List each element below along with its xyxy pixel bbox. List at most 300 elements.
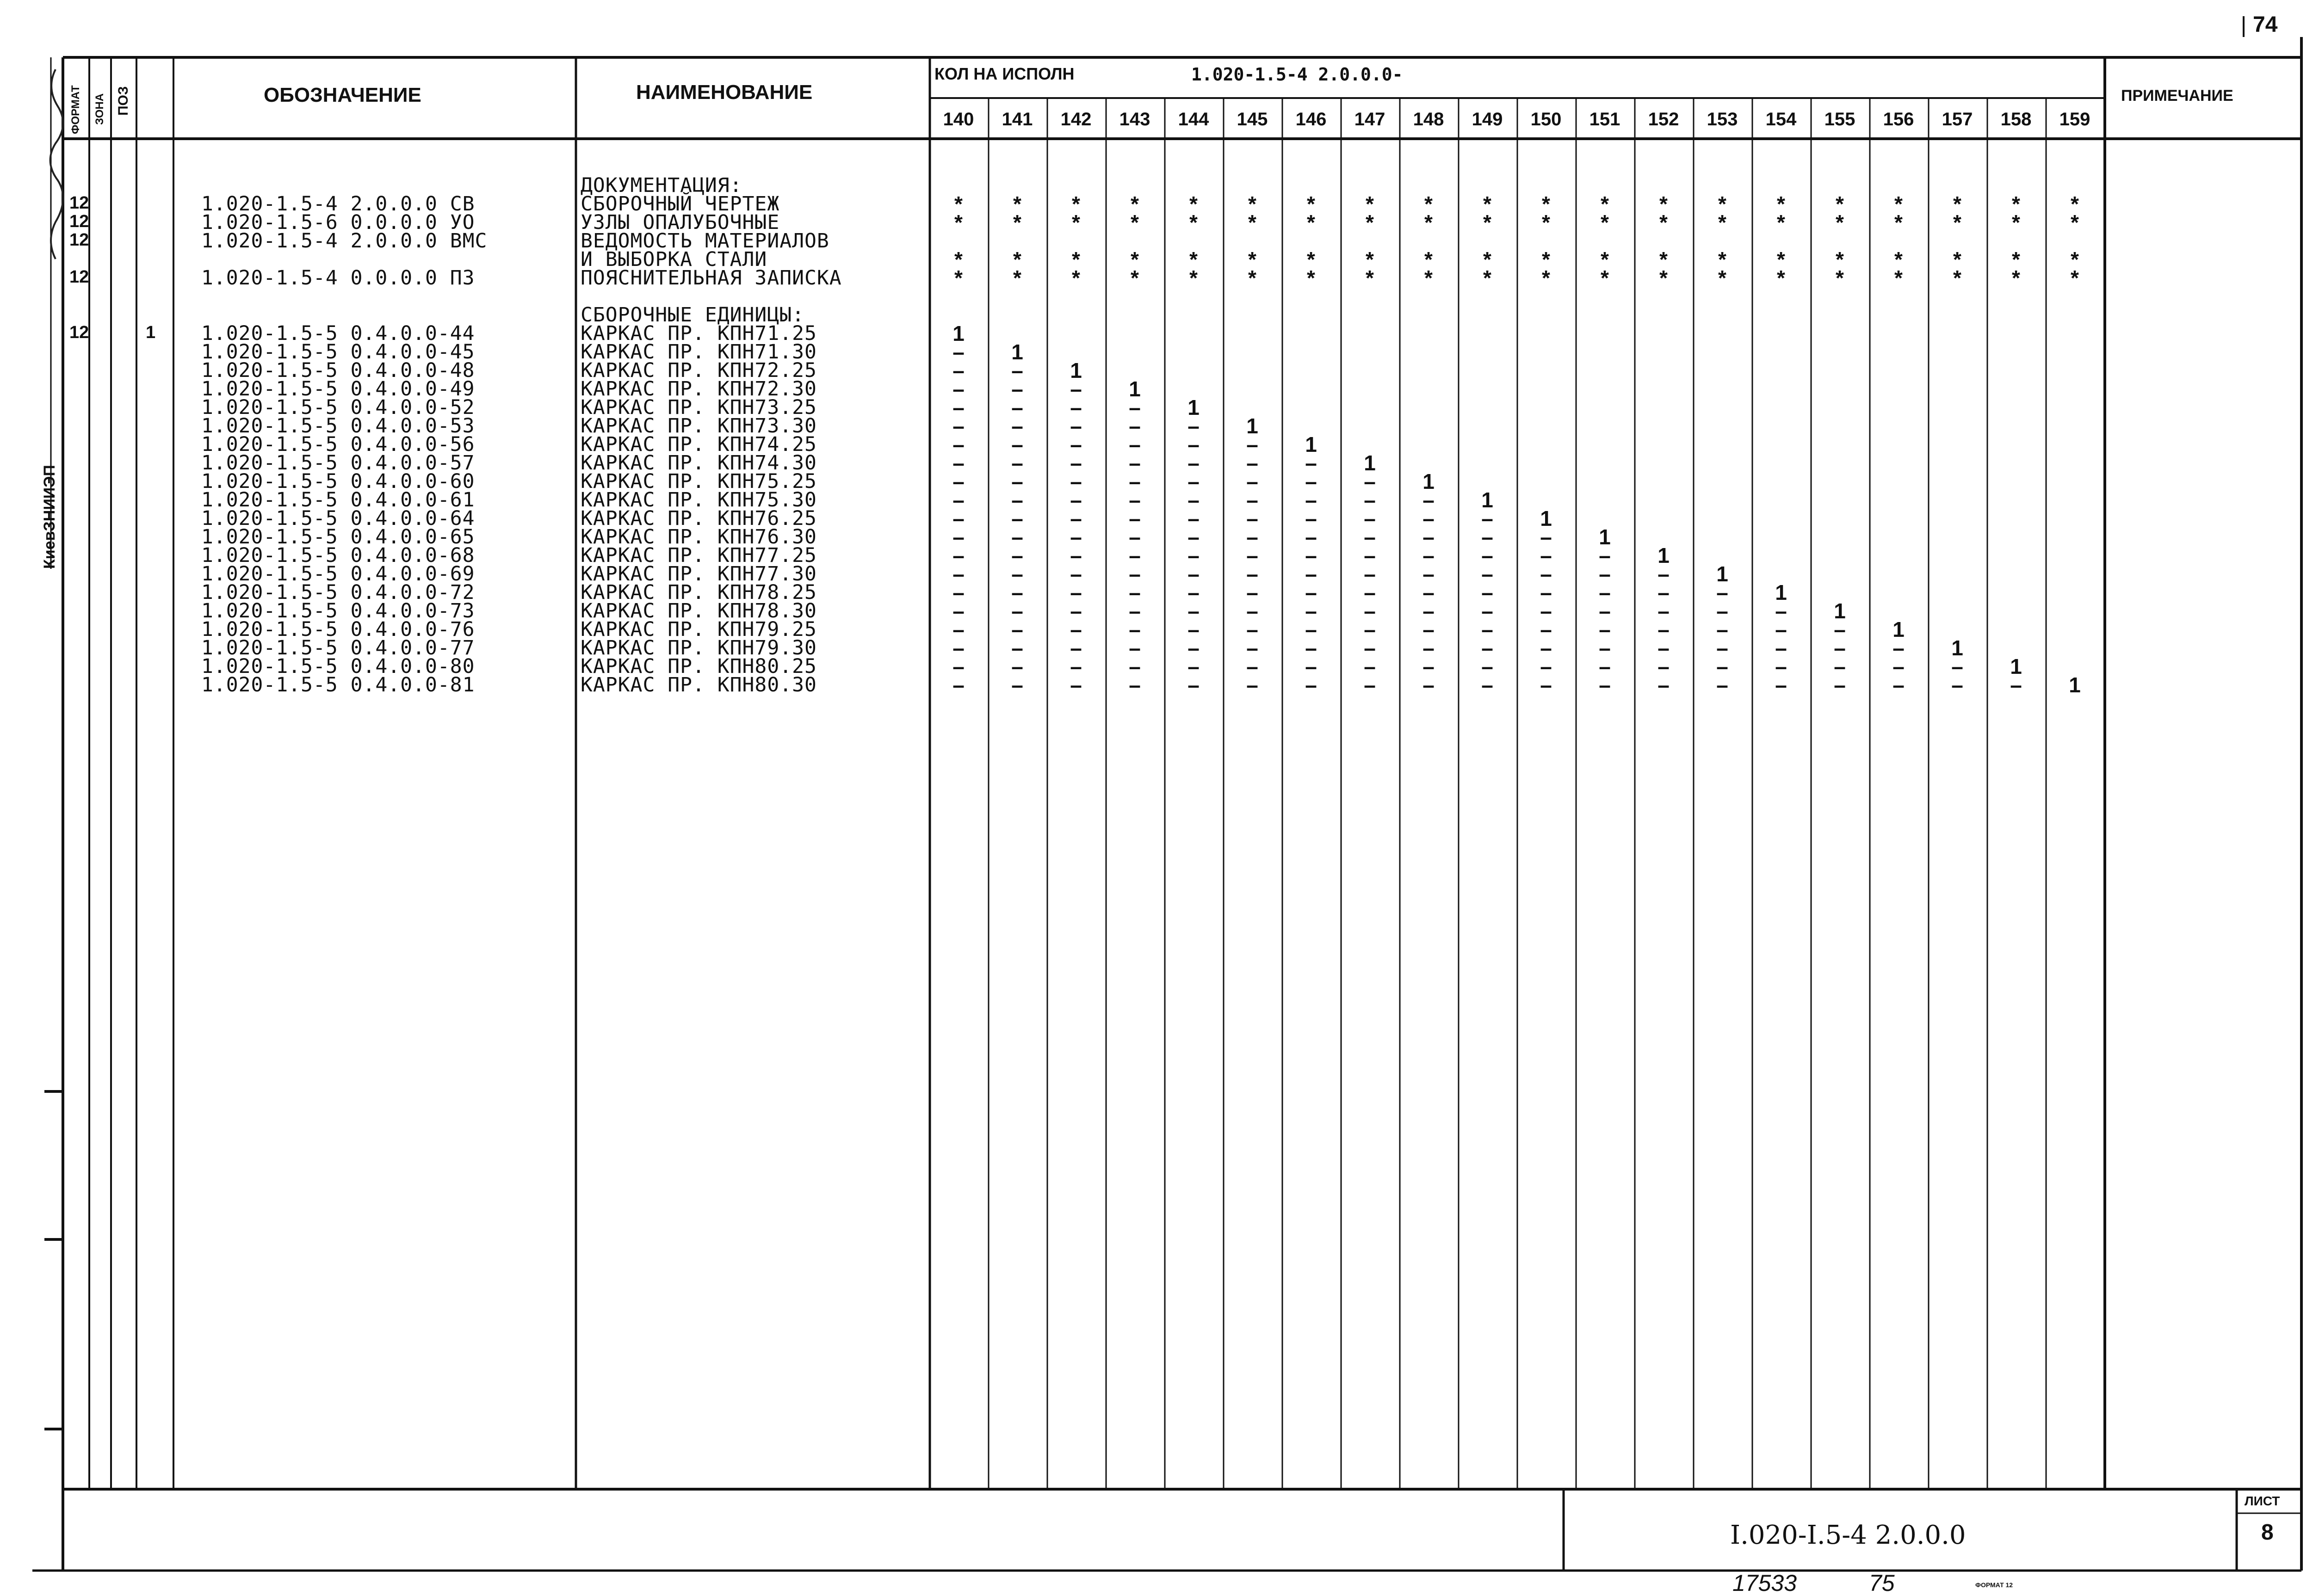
qty-cell: *: [1777, 192, 1785, 216]
qty-cell: –: [1422, 617, 1435, 641]
qty-cell: *: [1777, 266, 1785, 290]
qty-column-header: 159: [2059, 109, 2090, 129]
qty-cell: –: [1305, 636, 1317, 660]
qty-cell: –: [952, 358, 965, 382]
qty-cell: –: [1540, 580, 1552, 604]
qty-cell: –: [952, 469, 965, 493]
designation-cell: 1.020-1.5-5 0.4.0.0-80: [201, 655, 475, 678]
qty-cell: –: [1775, 654, 1787, 678]
qty-cell: –: [1599, 617, 1611, 641]
qty-cell: *: [1424, 210, 1433, 234]
qty-cell: *: [1542, 192, 1550, 216]
qty-cell: *: [1542, 247, 1550, 271]
qty-cell: –: [1246, 562, 1258, 586]
name-cell: КАРКАС ПР. КПН73.30: [581, 414, 817, 438]
designation-cell: 1.020-1.5-5 0.4.0.0-61: [201, 488, 475, 511]
side-stamp: КиевЗНИИЭП: [41, 465, 58, 569]
qty-cell: –: [1246, 636, 1258, 660]
format-cell: 12: [69, 230, 89, 250]
designation-cell: 1.020-1.5-5 0.4.0.0-77: [201, 636, 475, 659]
qty-cell: –: [1070, 525, 1082, 549]
header-note: ПРИМЕЧАНИЕ: [2121, 87, 2233, 105]
designation-cell: 1.020-1.5-5 0.4.0.0-68: [201, 544, 475, 567]
qty-cell: *: [1777, 247, 1785, 271]
qty-cell: *: [1483, 192, 1491, 216]
qty-cell: –: [1716, 673, 1728, 697]
designation-cell: 1.020-1.5-4 0.0.0.0 ПЗ: [201, 266, 475, 290]
qty-cell: *: [1307, 210, 1315, 234]
qty-cell: –: [1129, 562, 1141, 586]
qty-cell: –: [1422, 599, 1435, 623]
qty-cell: –: [1305, 673, 1317, 697]
qty-cell: *: [1542, 266, 1550, 290]
qty-cell: *: [1013, 266, 1021, 290]
qty-column-header: 150: [1530, 109, 1562, 129]
qty-column-header: 148: [1413, 109, 1444, 129]
qty-cell: –: [1187, 580, 1200, 604]
qty-cell: *: [1366, 210, 1374, 234]
qty-cell: –: [1070, 377, 1082, 401]
qty-cell: –: [1129, 395, 1141, 419]
name-cell: КАРКАС ПР. КПН74.30: [581, 451, 817, 474]
qty-cell: *: [1072, 192, 1080, 216]
qty-cell: –: [1246, 599, 1258, 623]
qty-cell: –: [1070, 617, 1082, 641]
qty-cell: 1: [2010, 654, 2022, 678]
header-zone: ЗОНА: [93, 93, 106, 125]
qty-cell: –: [952, 673, 965, 697]
qty-cell: –: [1246, 654, 1258, 678]
qty-cell: –: [1364, 654, 1376, 678]
qty-cell: –: [952, 395, 965, 419]
qty-cell: –: [1011, 377, 1023, 401]
qty-cell: –: [1481, 654, 1493, 678]
qty-cell: 1: [1951, 636, 1963, 660]
qty-cell: –: [1187, 469, 1200, 493]
qty-cell: –: [1540, 543, 1552, 567]
qty-column-header: 155: [1824, 109, 1855, 129]
qty-cell: –: [1599, 654, 1611, 678]
qty-cell: –: [1305, 580, 1317, 604]
designation-cell: 1.020-1.5-5 0.4.0.0-56: [201, 433, 475, 456]
qty-cell: –: [1657, 599, 1670, 623]
qty-cell: –: [1011, 451, 1023, 475]
qty-cell: *: [1131, 210, 1139, 234]
qty-cell: *: [1953, 192, 1961, 216]
qty-cell: *: [1131, 192, 1139, 216]
qty-cell: *: [1189, 192, 1198, 216]
qty-cell: *: [1601, 210, 1609, 234]
qty-column-header: 141: [1002, 109, 1033, 129]
qty-cell: –: [1540, 673, 1552, 697]
qty-cell: –: [1599, 599, 1611, 623]
qty-cell: *: [954, 192, 963, 216]
qty-cell: –: [1011, 488, 1023, 512]
designation-cell: 1.020-1.5-5 0.4.0.0-52: [201, 396, 475, 419]
qty-cell: *: [1189, 210, 1198, 234]
qty-cell: –: [1187, 636, 1200, 660]
qty-cell: –: [1540, 599, 1552, 623]
qty-cell: *: [1836, 210, 1844, 234]
qty-cell: –: [1540, 617, 1552, 641]
qty-cell: –: [1070, 562, 1082, 586]
qty-cell: –: [1364, 599, 1376, 623]
qty-cell: –: [1129, 488, 1141, 512]
qty-cell: 1: [1657, 543, 1670, 567]
designation-cell: 1.020-1.5-5 0.4.0.0-49: [201, 377, 475, 401]
qty-cell: 1: [1070, 358, 1082, 382]
qty-cell: *: [1189, 247, 1198, 271]
qty-cell: *: [1424, 266, 1433, 290]
qty-column-header: 144: [1178, 109, 1209, 129]
qty-cell: 1: [1481, 488, 1493, 512]
qty-cell: –: [1011, 395, 1023, 419]
qty-cell: *: [1953, 266, 1961, 290]
qty-cell: –: [1305, 543, 1317, 567]
qty-cell: *: [1013, 247, 1021, 271]
qty-cell: –: [1364, 469, 1376, 493]
qty-cell: –: [1246, 543, 1258, 567]
qty-cell: –: [952, 414, 965, 438]
qty-cell: *: [2071, 210, 2079, 234]
qty-cell: –: [1011, 636, 1023, 660]
name-cell: КАРКАС ПР. КПН80.25: [581, 655, 817, 678]
name-cell: ДОКУМЕНТАЦИЯ:: [581, 174, 742, 197]
qty-cell: *: [1777, 210, 1785, 234]
qty-column-header: 154: [1765, 109, 1797, 129]
qty-cell: –: [1187, 506, 1200, 530]
qty-cell: –: [1892, 636, 1905, 660]
qty-cell: –: [1070, 414, 1082, 438]
qty-cell: –: [1305, 451, 1317, 475]
qty-cell: –: [1892, 673, 1905, 697]
qty-cell: 1: [1011, 340, 1023, 364]
qty-cell: *: [1718, 210, 1726, 234]
header-pos: ПОЗ: [116, 86, 131, 116]
qty-cell: 1: [1540, 506, 1552, 530]
qty-cell: *: [1718, 266, 1726, 290]
qty-cell: *: [1483, 266, 1491, 290]
qty-column-header: 151: [1589, 109, 1620, 129]
qty-cell: –: [1657, 580, 1670, 604]
qty-cell: –: [1422, 506, 1435, 530]
qty-cell: –: [1187, 599, 1200, 623]
qty-cell: –: [1129, 636, 1141, 660]
qty-cell: 1: [1834, 599, 1846, 623]
qty-cell: –: [1716, 599, 1728, 623]
designation-cell: 1.020-1.5-5 0.4.0.0-45: [201, 340, 475, 364]
qty-cell: –: [1892, 654, 1905, 678]
qty-cell: –: [1422, 654, 1435, 678]
qty-cell: –: [1246, 580, 1258, 604]
qty-cell: 1: [1775, 580, 1787, 604]
name-cell: КАРКАС ПР. КПН71.25: [581, 322, 817, 345]
qty-cell: –: [1011, 432, 1023, 456]
qty-cell: *: [1836, 266, 1844, 290]
qty-cell: –: [1305, 654, 1317, 678]
qty-cell: –: [1187, 617, 1200, 641]
qty-cell: –: [952, 451, 965, 475]
name-cell: И ВЫБОРКА СТАЛИ: [581, 248, 767, 271]
copy-number: 75: [1869, 1570, 1895, 1596]
header-qty-label: КОЛ НА ИСПОЛН: [934, 64, 1075, 83]
qty-cell: –: [1246, 488, 1258, 512]
qty-cell: –: [1187, 488, 1200, 512]
qty-cell: –: [1657, 617, 1670, 641]
qty-cell: *: [1659, 247, 1668, 271]
qty-cell: –: [1070, 506, 1082, 530]
format-cell: 12: [69, 212, 89, 231]
qty-cell: –: [1011, 525, 1023, 549]
qty-cell: –: [1011, 414, 1023, 438]
qty-cell: –: [952, 562, 965, 586]
designation-cell: 1.020-1.5-5 0.4.0.0-53: [201, 414, 475, 438]
qty-cell: *: [1894, 210, 1903, 234]
qty-cell: –: [1364, 617, 1376, 641]
qty-column-header: 146: [1295, 109, 1327, 129]
qty-cell: –: [1246, 506, 1258, 530]
qty-cell: –: [1070, 636, 1082, 660]
qty-cell: –: [1129, 451, 1141, 475]
qty-cell: –: [1011, 673, 1023, 697]
qty-cell: *: [1131, 266, 1139, 290]
name-cell: СБОРОЧНЫЙ ЧЕРТЕЖ: [581, 192, 780, 216]
qty-cell: –: [952, 377, 965, 401]
qty-cell: *: [1013, 210, 1021, 234]
name-cell: КАРКАС ПР. КПН79.25: [581, 618, 817, 641]
qty-cell: –: [1070, 673, 1082, 697]
name-cell: КАРКАС ПР. КПН71.30: [581, 340, 817, 364]
qty-cell: –: [1129, 543, 1141, 567]
qty-column-header: 156: [1883, 109, 1914, 129]
qty-cell: *: [1072, 266, 1080, 290]
qty-cell: –: [1246, 525, 1258, 549]
qty-cell: –: [1599, 580, 1611, 604]
qty-cell: 1: [1716, 562, 1728, 586]
qty-cell: –: [1011, 506, 1023, 530]
designation-cell: 1.020-1.5-5 0.4.0.0-72: [201, 581, 475, 604]
qty-cell: –: [1657, 654, 1670, 678]
qty-cell: *: [1307, 192, 1315, 216]
qty-cell: –: [1422, 525, 1435, 549]
qty-cell: 1: [1246, 414, 1258, 438]
qty-cell: –: [1011, 543, 1023, 567]
qty-cell: –: [1187, 562, 1200, 586]
qty-cell: *: [1366, 247, 1374, 271]
qty-cell: –: [1422, 580, 1435, 604]
qty-cell: –: [1481, 636, 1493, 660]
designation-cell: 1.020-1.5-5 0.4.0.0-64: [201, 507, 475, 530]
qty-cell: *: [1659, 192, 1668, 216]
qty-cell: *: [1424, 192, 1433, 216]
qty-cell: –: [1422, 673, 1435, 697]
qty-cell: *: [2071, 247, 2079, 271]
qty-cell: –: [1070, 451, 1082, 475]
qty-cell: –: [1129, 654, 1141, 678]
qty-cell: –: [1657, 673, 1670, 697]
qty-cell: –: [952, 599, 965, 623]
qty-cell: *: [1601, 247, 1609, 271]
qty-cell: *: [1836, 247, 1844, 271]
qty-cell: –: [1540, 654, 1552, 678]
qty-cell: –: [1716, 617, 1728, 641]
qty-cell: *: [1836, 192, 1844, 216]
qty-cell: –: [1187, 543, 1200, 567]
header-qty-code: 1.020-1.5-4 2.0.0.0-: [1191, 64, 1403, 85]
qty-cell: –: [1305, 469, 1317, 493]
qty-cell: –: [1657, 562, 1670, 586]
name-cell: КАРКАС ПР. КПН73.25: [581, 396, 817, 419]
name-cell: КАРКАС ПР. КПН76.25: [581, 507, 817, 530]
qty-cell: –: [1481, 543, 1493, 567]
qty-cell: *: [1601, 192, 1609, 216]
qty-cell: –: [1481, 506, 1493, 530]
qty-cell: –: [1657, 636, 1670, 660]
name-cell: ВЕДОМОСТЬ МАТЕРИАЛОВ: [581, 229, 829, 253]
qty-cell: 1: [1892, 617, 1905, 641]
qty-cell: –: [1011, 469, 1023, 493]
pos-cell: 1: [146, 323, 156, 342]
qty-cell: –: [1364, 636, 1376, 660]
qty-cell: *: [1953, 247, 1961, 271]
qty-cell: *: [1953, 210, 1961, 234]
qty-cell: *: [1013, 192, 1021, 216]
qty-cell: –: [1422, 562, 1435, 586]
qty-cell: *: [1248, 247, 1256, 271]
qty-cell: –: [1364, 580, 1376, 604]
qty-cell: *: [1542, 210, 1550, 234]
name-cell: КАРКАС ПР. КПН78.25: [581, 581, 817, 604]
designation-cell: 1.020-1.5-4 2.0.0.0 СВ: [201, 192, 475, 216]
qty-cell: –: [1070, 543, 1082, 567]
qty-cell: –: [1187, 432, 1200, 456]
qty-cell: –: [1070, 469, 1082, 493]
qty-cell: –: [1775, 636, 1787, 660]
qty-cell: 1: [1422, 469, 1435, 493]
qty-cell: –: [1422, 543, 1435, 567]
designation-cell: 1.020-1.5-4 2.0.0.0 ВМС: [201, 229, 488, 253]
qty-cell: –: [1187, 525, 1200, 549]
qty-cell: *: [954, 266, 963, 290]
qty-column-header: 143: [1119, 109, 1150, 129]
qty-cell: *: [1366, 266, 1374, 290]
name-cell: КАРКАС ПР. КПН78.30: [581, 599, 817, 622]
qty-column-header: 149: [1472, 109, 1503, 129]
signature-mark: [50, 69, 63, 259]
qty-cell: *: [1366, 192, 1374, 216]
designation-cell: 1.020-1.5-6 0.0.0.0 УО: [201, 211, 475, 234]
qty-cell: 1: [2069, 673, 2081, 697]
sheet-label: ЛИСТ: [2245, 1494, 2280, 1508]
qty-cell: *: [1307, 247, 1315, 271]
designation-cell: 1.020-1.5-5 0.4.0.0-69: [201, 562, 475, 585]
qty-cell: –: [1187, 654, 1200, 678]
qty-cell: –: [1246, 432, 1258, 456]
format-cell: 12: [69, 323, 89, 342]
qty-cell: *: [1424, 247, 1433, 271]
name-cell: КАРКАС ПР. КПН76.30: [581, 525, 817, 548]
qty-column-header: 142: [1060, 109, 1092, 129]
name-cell: КАРКАС ПР. КПН77.25: [581, 544, 817, 567]
qty-cell: –: [1599, 562, 1611, 586]
qty-column-header: 145: [1237, 109, 1268, 129]
qty-cell: –: [952, 506, 965, 530]
sheet-number: 8: [2261, 1520, 2274, 1545]
inventory-number: 17533: [1732, 1570, 1797, 1596]
qty-cell: –: [952, 636, 965, 660]
qty-cell: –: [1599, 673, 1611, 697]
qty-cell: –: [1246, 617, 1258, 641]
designation-cell: 1.020-1.5-5 0.4.0.0-81: [201, 673, 475, 696]
qty-cell: –: [952, 617, 965, 641]
qty-cell: –: [1951, 654, 1963, 678]
qty-cell: *: [1248, 192, 1256, 216]
qty-cell: *: [2071, 266, 2079, 290]
qty-cell: *: [1483, 247, 1491, 271]
qty-cell: *: [1307, 266, 1315, 290]
header-format: ФОРМАТ: [69, 85, 82, 134]
qty-cell: 1: [1599, 525, 1611, 549]
qty-cell: –: [1011, 580, 1023, 604]
qty-cell: 1: [1187, 395, 1200, 419]
qty-cell: –: [1187, 414, 1200, 438]
qty-cell: *: [1072, 247, 1080, 271]
qty-cell: *: [1072, 210, 1080, 234]
qty-cell: –: [1834, 636, 1846, 660]
qty-cell: *: [1131, 247, 1139, 271]
qty-cell: –: [1834, 654, 1846, 678]
format-cell: 12: [69, 267, 89, 287]
qty-cell: –: [1481, 673, 1493, 697]
qty-cell: –: [1481, 599, 1493, 623]
qty-cell: *: [954, 210, 963, 234]
qty-cell: –: [1481, 562, 1493, 586]
qty-cell: –: [1540, 525, 1552, 549]
qty-cell: *: [1248, 210, 1256, 234]
qty-cell: *: [1718, 192, 1726, 216]
qty-cell: –: [1129, 617, 1141, 641]
qty-cell: –: [1599, 636, 1611, 660]
designation-cell: 1.020-1.5-5 0.4.0.0-76: [201, 618, 475, 641]
qty-cell: –: [1187, 673, 1200, 697]
qty-cell: –: [1070, 580, 1082, 604]
name-cell: СБОРОЧНЫЕ ЕДИНИЦЫ:: [581, 303, 804, 327]
qty-cell: –: [1716, 654, 1728, 678]
designation-cell: 1.020-1.5-5 0.4.0.0-44: [201, 322, 475, 345]
qty-cell: –: [1011, 617, 1023, 641]
qty-cell: –: [1305, 562, 1317, 586]
qty-cell: –: [1129, 525, 1141, 549]
qty-cell: 1: [952, 321, 965, 345]
qty-cell: *: [1659, 266, 1668, 290]
qty-cell: 1: [1305, 432, 1317, 456]
header-designation: ОБОЗНАЧЕНИЕ: [264, 84, 421, 106]
qty-cell: *: [1659, 210, 1668, 234]
name-cell: УЗЛЫ ОПАЛУБОЧНЫЕ: [581, 211, 780, 234]
qty-cell: –: [1775, 673, 1787, 697]
qty-cell: –: [1422, 488, 1435, 512]
qty-cell: –: [1305, 617, 1317, 641]
qty-cell: –: [952, 654, 965, 678]
qty-cell: –: [1129, 414, 1141, 438]
qty-cell: –: [1481, 617, 1493, 641]
qty-cell: –: [1070, 432, 1082, 456]
qty-cell: –: [1364, 673, 1376, 697]
qty-column-header: 152: [1648, 109, 1679, 129]
format-cell: 12: [69, 193, 89, 213]
qty-cell: –: [1364, 562, 1376, 586]
designation-cell: 1.020-1.5-5 0.4.0.0-48: [201, 359, 475, 382]
